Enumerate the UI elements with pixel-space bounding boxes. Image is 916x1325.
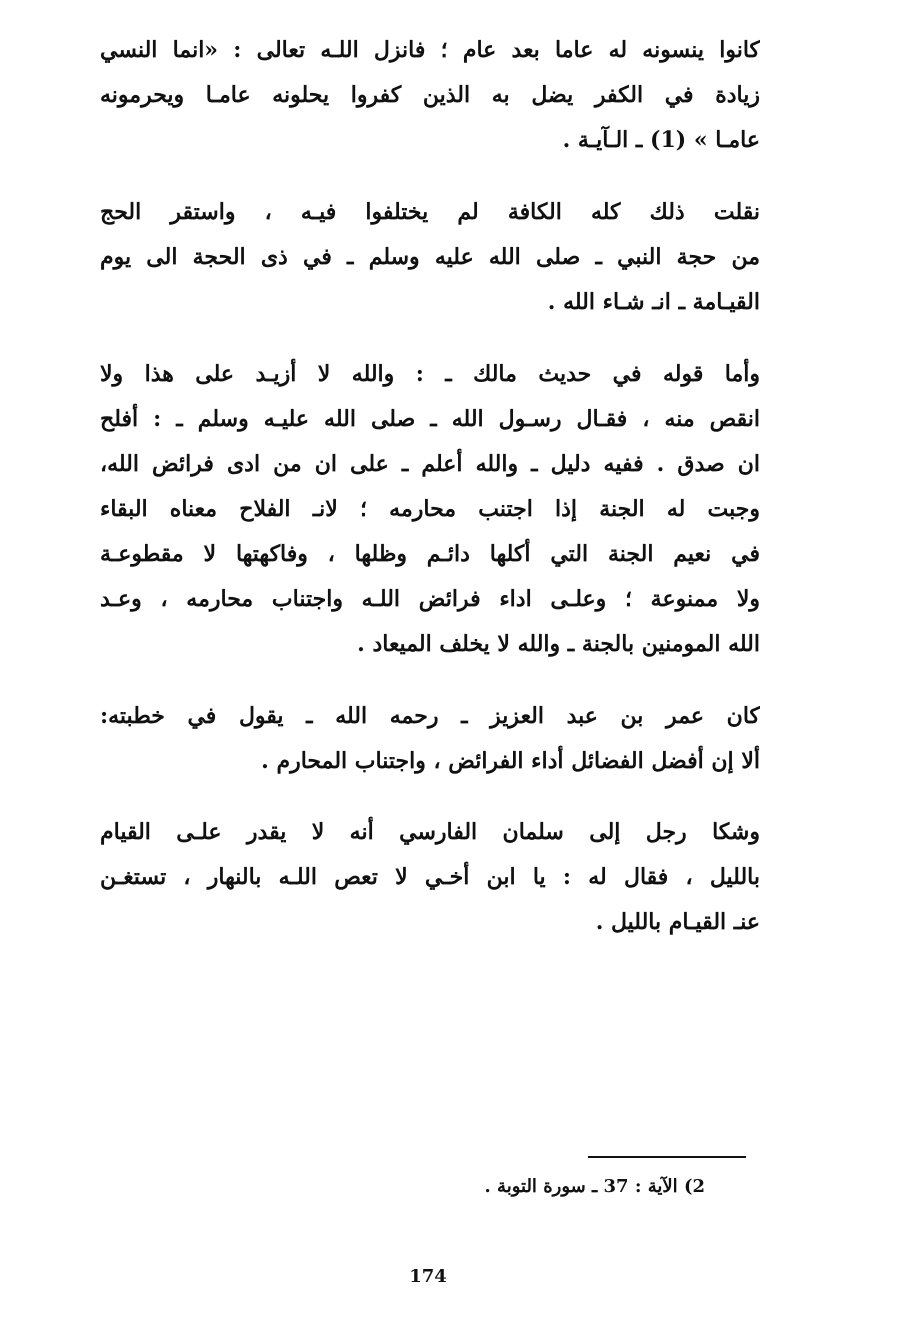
text-line: من حجة النبي ـ صلى الله عليه وسلم ـ في ذى الحجة الى يوم: [100, 244, 760, 270]
paragraph-salman: [100, 810, 760, 945]
text-line: في نعيم الجنة التي أكلها دائـم وظلها ، وفاكهتها لا مقطوعـة: [100, 541, 760, 567]
text-line: عنـ القيـام بالليل .: [595, 909, 760, 935]
footnote-divider: [588, 1156, 746, 1158]
text-line: كانوا ينسونه له عاما بعد عام ؛ فانزل اللـه تعالى : «انما النسي: [100, 37, 760, 63]
text-line: ألا إن أفضل الفضائل أداء الفرائض ، واجتناب المحارم .: [261, 748, 760, 774]
text-line: ولا ممنوعة ؛ وعلـى اداء فرائض اللـه واجتناب محارمه ، وعـد: [100, 586, 760, 612]
text-line: زيادة في الكفر يضل به الذين كفروا يحلونه عامـا ويحرمونه: [100, 82, 760, 108]
paragraph-umar: [100, 694, 760, 784]
paragraph-nasi: [100, 28, 760, 163]
text-line: وشكا رجل إلى سلمان الفارسي أنه لا يقدر علـى القيام: [100, 819, 760, 845]
text-line: كان عمر بن عبد العزيز ـ رحمه الله ـ يقول في خطبته:: [100, 703, 760, 729]
paragraph-hajj: [100, 190, 760, 325]
text-line: عامـا » (1) ـ الـآيـة .: [562, 127, 760, 153]
page-number: 174: [409, 1266, 447, 1287]
footnote: 2) الآية : 37 ـ سورة التوبة .: [484, 1176, 705, 1197]
text-line: وأما قوله في حديث مالك ـ : والله لا أزيـد على هذا ولا: [100, 361, 760, 387]
text-line: القيـامة ـ انـ شـاء الله .: [547, 289, 760, 315]
text-line: بالليل ، فقال له : يا ابن أخـي لا تعص اللـه بالنهار ، تستغـن: [100, 864, 760, 890]
text-line: الله المومنين بالجنة ـ والله لا يخلف الميعاد .: [357, 631, 760, 657]
paragraph-malik-hadith: [100, 352, 760, 667]
text-line: انقص منه ، فقـال رسـول الله ـ صلى الله عليـه وسلم ـ : أفلح: [100, 406, 760, 432]
text-line: نقلت ذلك كله الكافة لم يختلفوا فيـه ، واستقر الحج: [100, 199, 760, 225]
text-line: ان صدق . ففيه دليل ـ والله أعلم ـ على ان من ادى فرائض الله،: [100, 451, 760, 477]
text-line: وجبت له الجنة إذا اجتنب محارمه ؛ لانـ الفلاح معناه البقاء: [100, 496, 760, 522]
